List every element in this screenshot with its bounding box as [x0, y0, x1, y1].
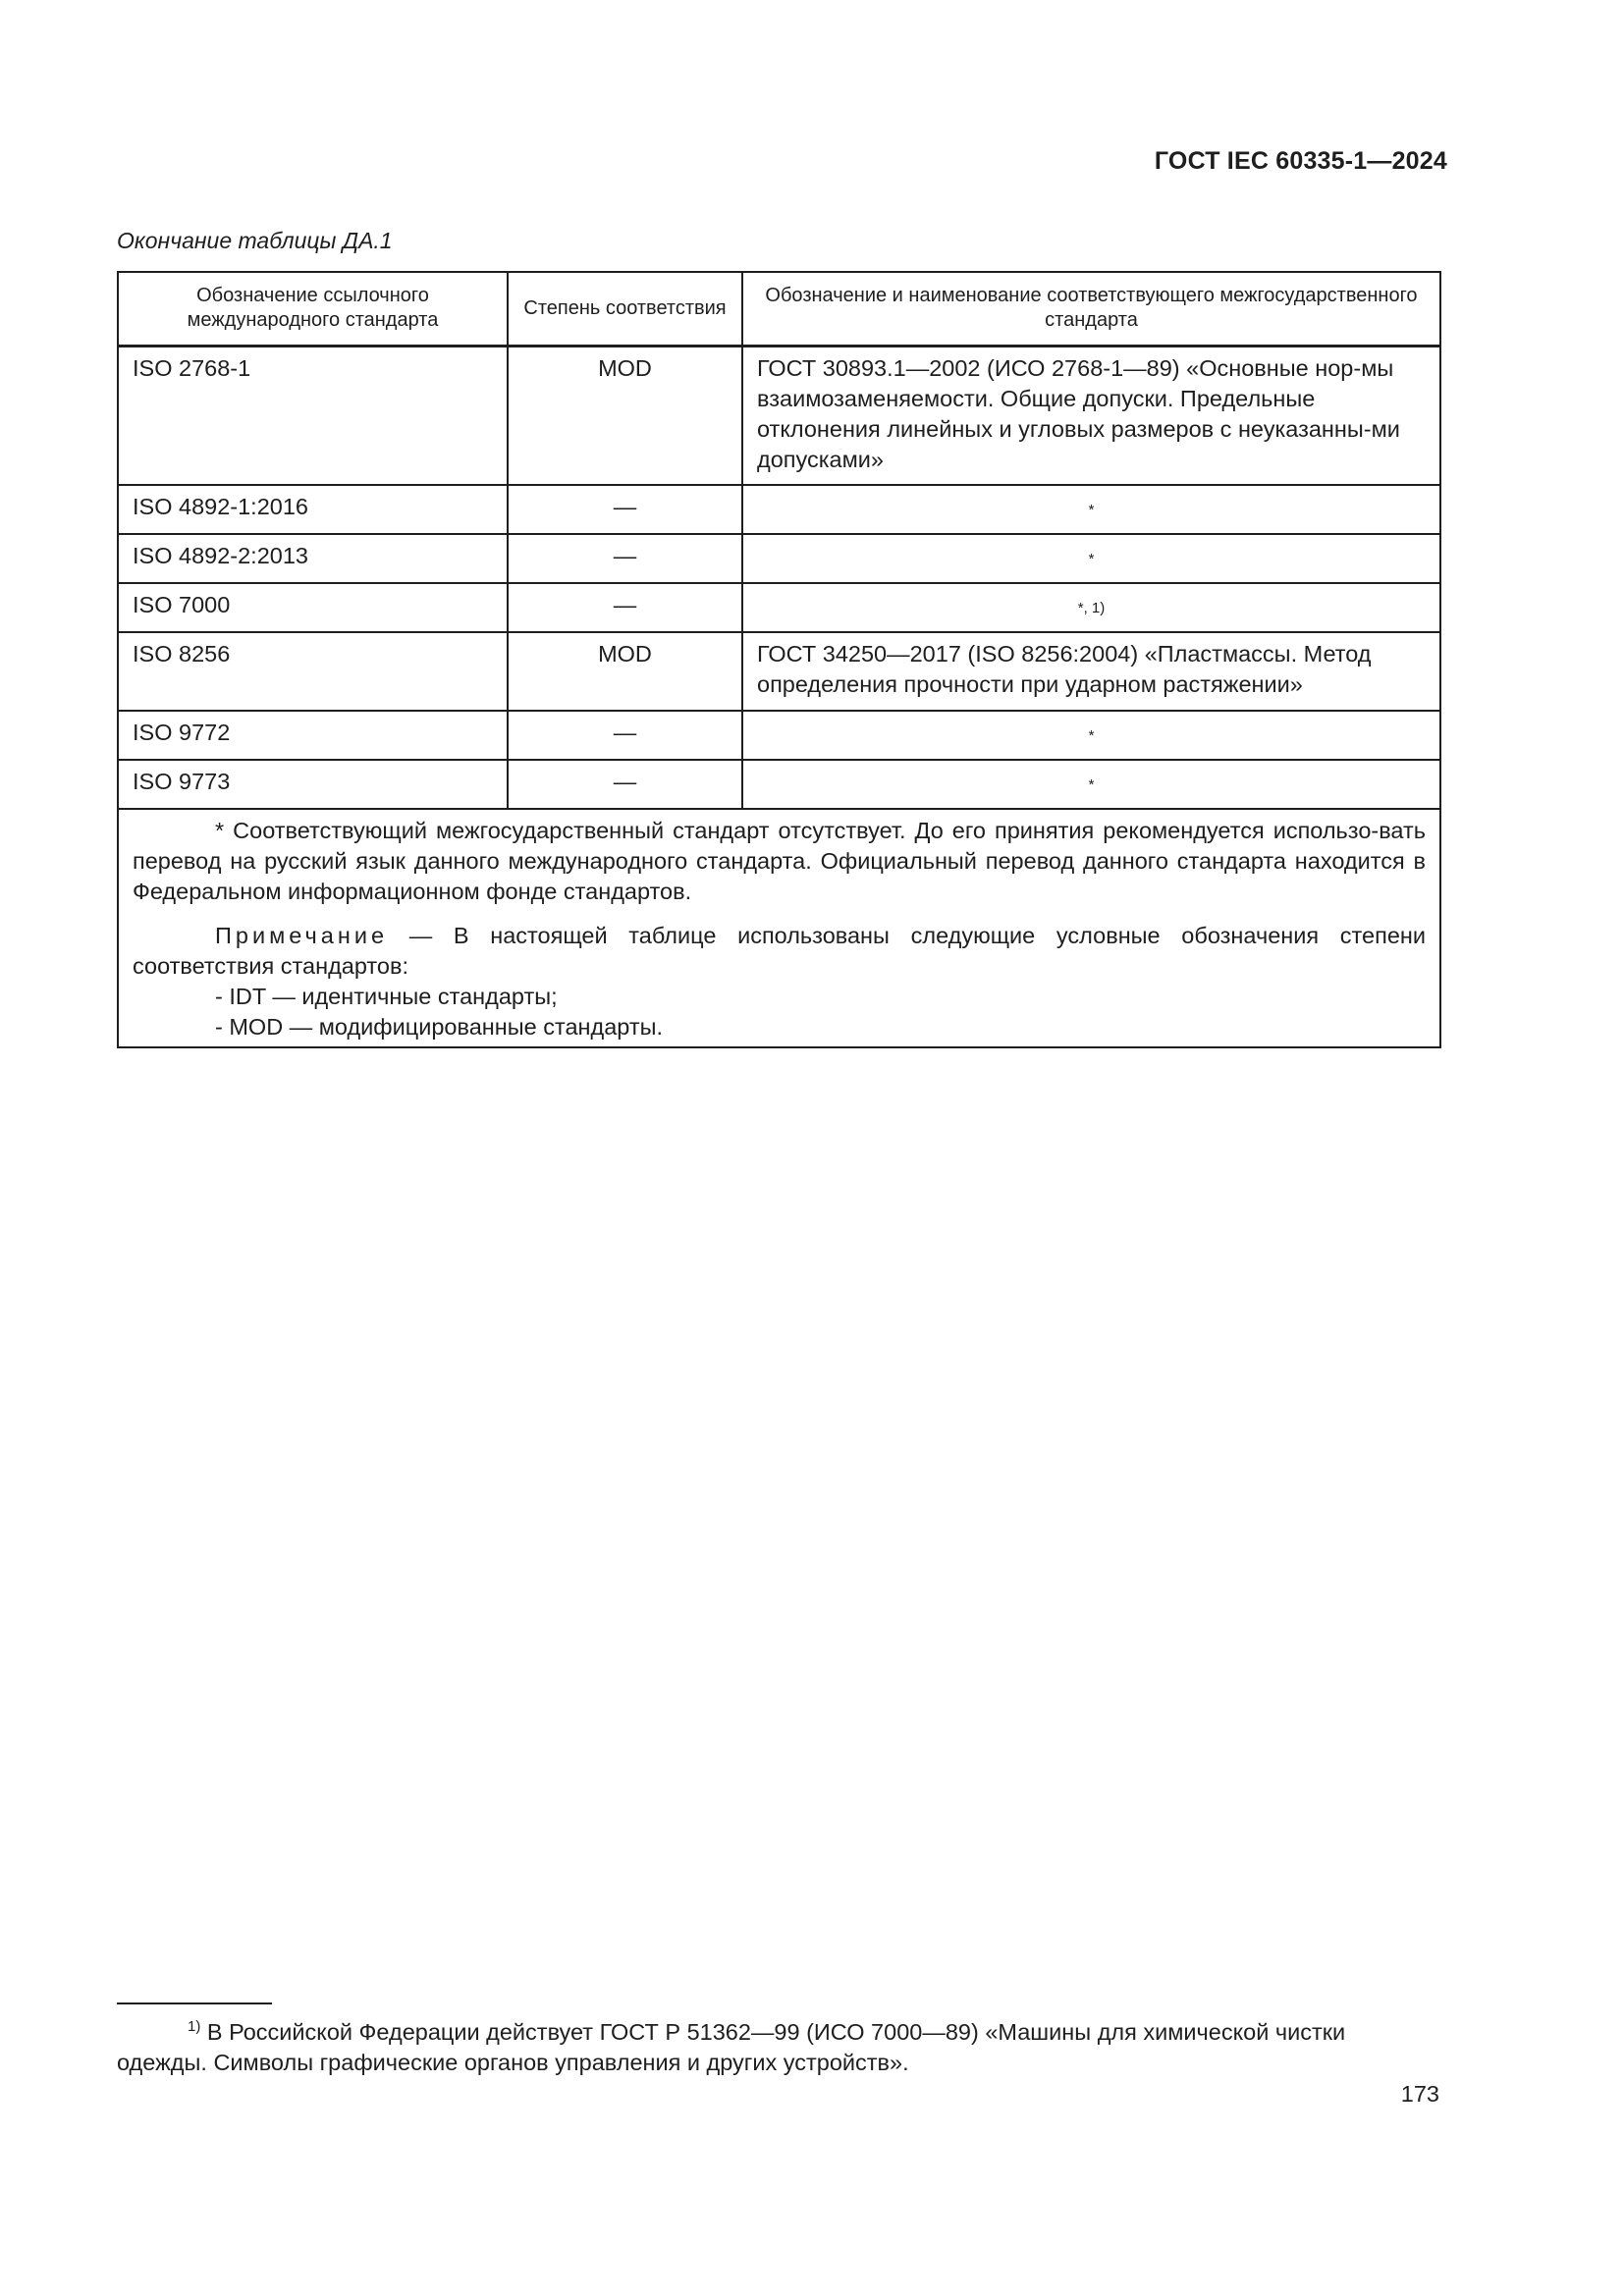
- page-number: 173: [1400, 2081, 1439, 2107]
- note-paragraph: [133, 921, 1426, 982]
- title-cell: ГОСТ 30893.1—2002 (ИСО 2768-1—89) «Основные нор-мы взаимозаменяемости. Общие допуски. Предельные отклонения линейных и угловых размеров с неуказанны-ми допусками»: [742, 347, 1440, 485]
- table-row: [118, 583, 1440, 632]
- degree-cell: —: [508, 760, 742, 809]
- reference-cell: ISO 4892-2:2013: [118, 534, 508, 583]
- reference-cell: ISO 2768-1: [118, 347, 508, 485]
- reference-standards-table: [117, 271, 1441, 1048]
- reference-cell: ISO 4892-1:2016: [118, 485, 508, 534]
- column-header-reference: Обозначение ссылочного международного стандарта: [118, 272, 508, 347]
- table-row: [118, 711, 1440, 760]
- footnote-marker: 1): [188, 2018, 201, 2035]
- degree-cell: MOD: [508, 632, 742, 711]
- table-caption: Окончание таблицы ДА.1: [117, 228, 393, 253]
- footnote-mark-cell: [742, 711, 1440, 760]
- column-header-title: Обозначение и наименование соответствующего межгосударственного стандарта: [742, 272, 1440, 347]
- document-title: ГОСТ IEC 60335-1—2024: [1154, 147, 1447, 175]
- reference-cell: ISO 7000: [118, 583, 508, 632]
- footnote-mark: *: [1088, 501, 1095, 518]
- title-cell: ГОСТ 34250—2017 (ISO 8256:2004) «Пластмассы. Метод определения прочности при ударном растяжении»: [742, 632, 1440, 711]
- footnote-mark: *: [1088, 726, 1095, 744]
- degree-cell: MOD: [508, 347, 742, 485]
- footnote-mark-cell: [742, 485, 1440, 534]
- degree-cell: —: [508, 485, 742, 534]
- table-row: [118, 632, 1440, 711]
- table-row: [118, 347, 1440, 485]
- table-notes-row: [118, 809, 1440, 1047]
- table-row: [118, 485, 1440, 534]
- note-text: — В настоящей таблице использованы следующие условные обозначения степени соответствия стандартов:: [133, 922, 1426, 979]
- reference-cell: ISO 9773: [118, 760, 508, 809]
- table-header-row: [118, 272, 1440, 347]
- footnote-text: В Российской Федерации действует ГОСТ Р 51362—99 (ИСО 7000—89) «Машины для химической чистки одежды. Символы графические органов управления и других устройств».: [117, 2019, 1346, 2075]
- footnote-mark: *: [1088, 550, 1095, 567]
- footnote-mark-cell: [742, 583, 1440, 632]
- table-row: [118, 760, 1440, 809]
- note-list-item: - MOD — модифицированные стандарты.: [215, 1013, 664, 1040]
- degree-cell: —: [508, 583, 742, 632]
- page-footnote: [117, 2011, 1439, 2078]
- table-notes-cell: [118, 809, 1440, 1047]
- footnote-mark: *, 1): [1077, 599, 1106, 616]
- degree-cell: —: [508, 534, 742, 583]
- degree-cell: —: [508, 711, 742, 760]
- star-footnote-text: * Соответствующий межгосударственный стандарт отсутствует. До его принятия рекомендуется использо-вать перевод на русский язык данного международного стандарта. Официальный перевод данного стандарта находится в Федеральном информационном фонде стандартов.: [133, 817, 1426, 904]
- reference-cell: ISO 8256: [118, 632, 508, 711]
- footnote-separator: [117, 2002, 272, 2004]
- footnote-mark-cell: [742, 534, 1440, 583]
- table-row: [118, 534, 1440, 583]
- reference-cell: ISO 9772: [118, 711, 508, 760]
- note-list-item: - IDT — идентичные стандарты;: [215, 983, 558, 1009]
- note-label: Примечание: [215, 922, 389, 948]
- footnote-mark-cell: [742, 760, 1440, 809]
- column-header-degree: Степень соответствия: [508, 272, 742, 347]
- footnote-mark: *: [1088, 775, 1095, 793]
